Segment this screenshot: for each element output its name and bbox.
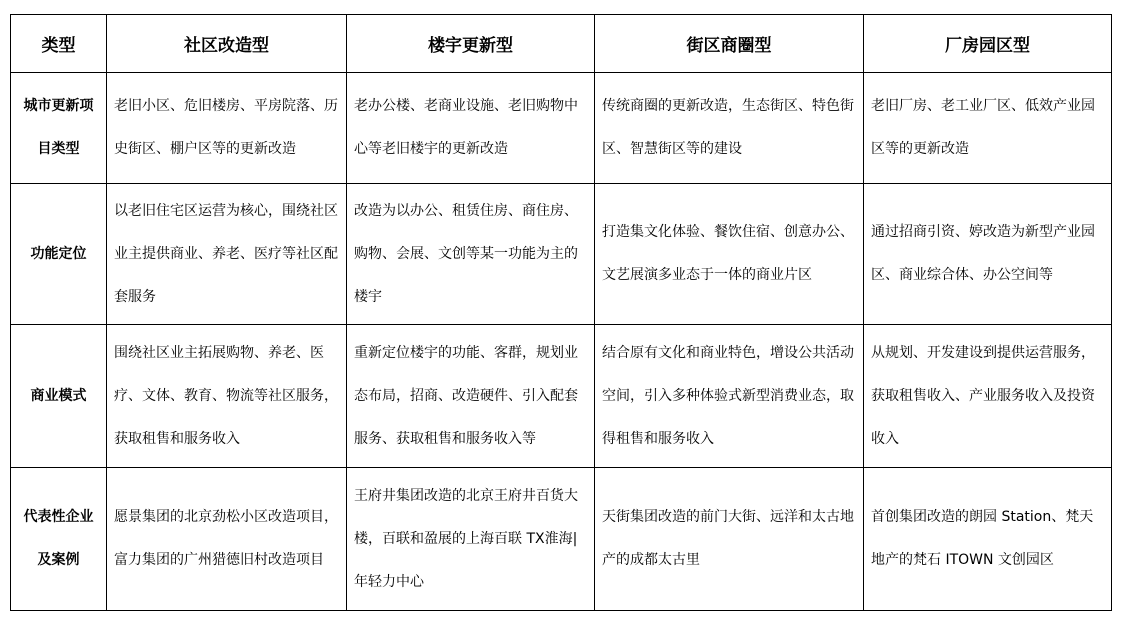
header-row <box>11 15 1112 73</box>
table-cell: 老办公楼、老商业设施、老旧购物中心等老旧楼宇的更新改造 <box>347 73 595 184</box>
table-row <box>11 184 1112 325</box>
table-cell: 打造集文化体验、餐饮住宿、创意办公、文艺展演多业态于一体的商业片区 <box>595 184 864 325</box>
table-cell: 通过招商引资、婷改造为新型产业园区、商业综合体、办公空间等 <box>864 184 1112 325</box>
table-container <box>10 14 1112 611</box>
table-cell: 首创集团改造的朗园 Station、梵天地产的梵石 ITOWN 文创园区 <box>864 468 1112 611</box>
header-type: 类型 <box>11 15 107 73</box>
table-cell: 围绕社区业主拓展购物、养老、医疗、文体、教育、物流等社区服务，获取租售和服务收入 <box>107 325 347 468</box>
header-community: 社区改造型 <box>107 15 347 73</box>
header-factory: 厂房园区型 <box>864 15 1112 73</box>
table-cell: 重新定位楼宇的功能、客群，规划业态布局，招商、改造硬件、引入配套服务、获取租售和服务收入等 <box>347 325 595 468</box>
table-row <box>11 325 1112 468</box>
table-cell: 以老旧住宅区运营为核心，围绕社区业主提供商业、养老、医疗等社区配套服务 <box>107 184 347 325</box>
table-cell: 结合原有文化和商业特色，增设公共活动空间，引入多种体验式新型消费业态，取得租售和服务收入 <box>595 325 864 468</box>
row-label: 功能定位 <box>11 184 107 325</box>
header-district: 街区商圈型 <box>595 15 864 73</box>
header-building: 楼宇更新型 <box>347 15 595 73</box>
table-cell: 老旧厂房、老工业厂区、低效产业园区等的更新改造 <box>864 73 1112 184</box>
urban-renewal-table <box>10 14 1112 611</box>
table-cell: 王府井集团改造的北京王府井百货大楼，百联和盈展的上海百联 TX淮海|年轻力中心 <box>347 468 595 611</box>
row-label: 城市更新项目类型 <box>11 73 107 184</box>
table-row <box>11 468 1112 611</box>
row-label: 代表性企业及案例 <box>11 468 107 611</box>
table-cell: 改造为以办公、租赁住房、商住房、购物、会展、文创等某一功能为主的楼宇 <box>347 184 595 325</box>
table-cell: 传统商圈的更新改造，生态街区、特色街区、智慧街区等的建设 <box>595 73 864 184</box>
table-cell: 从规划、开发建设到提供运营服务，获取租售收入、产业服务收入及投资收入 <box>864 325 1112 468</box>
row-label: 商业模式 <box>11 325 107 468</box>
table-cell: 愿景集团的北京劲松小区改造项目，富力集团的广州猎德旧村改造项目 <box>107 468 347 611</box>
table-cell: 天街集团改造的前门大街、远洋和太古地产的成都太古里 <box>595 468 864 611</box>
table-row <box>11 73 1112 184</box>
table-cell: 老旧小区、危旧楼房、平房院落、历史街区、棚户区等的更新改造 <box>107 73 347 184</box>
